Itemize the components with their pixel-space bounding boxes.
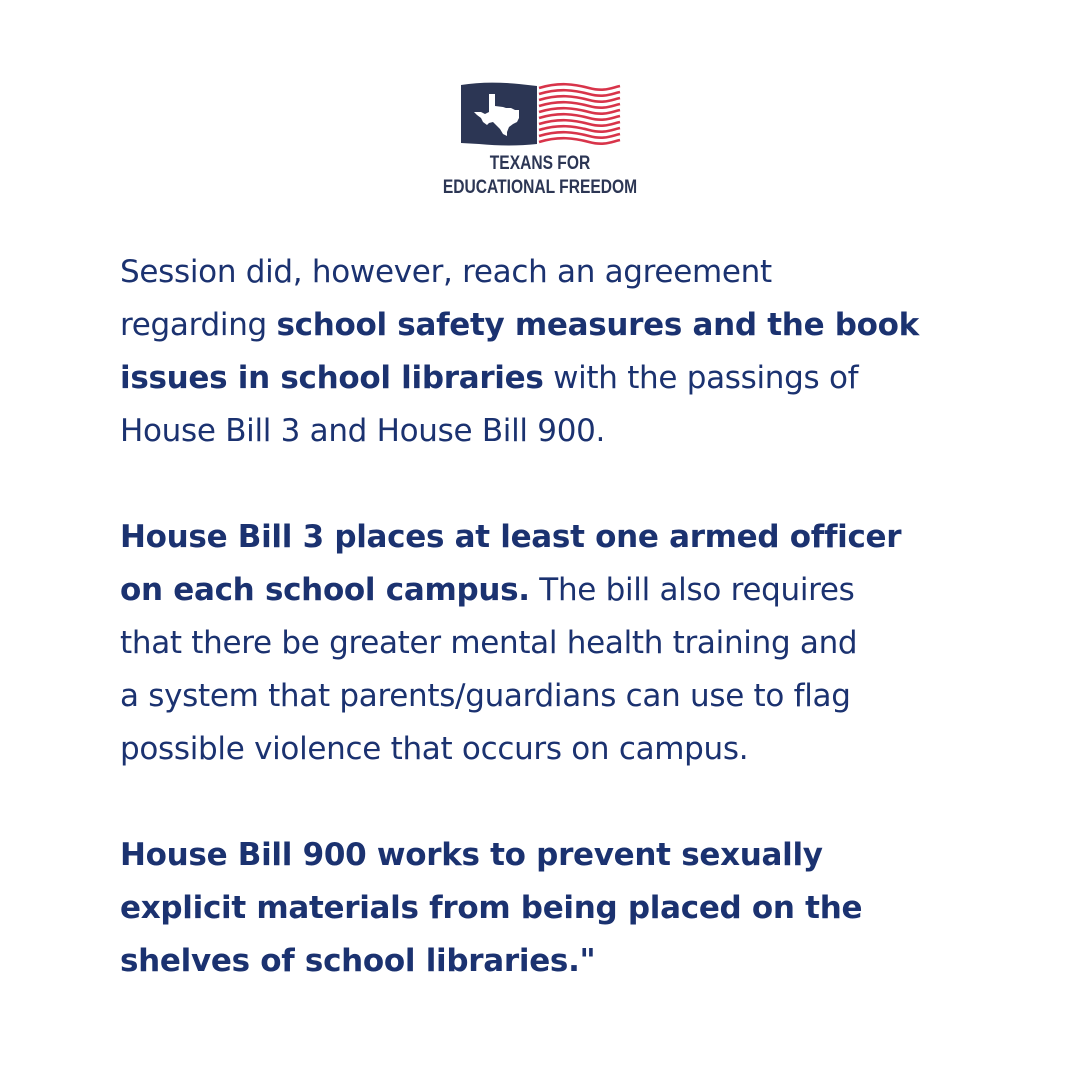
paragraph-session-agreement	[120, 246, 1050, 458]
text-span: The bill also requires	[529, 572, 855, 608]
text-line	[120, 882, 1050, 935]
organization-logo	[0, 82, 1080, 200]
texas-flag-icon	[459, 82, 621, 148]
text-line	[120, 352, 1050, 405]
text-line	[120, 299, 1050, 352]
logo-text-line-2: EDUCATIONAL FREEDOM	[442, 177, 638, 198]
bold-text: House Bill 3 places at least one armed officer	[120, 519, 902, 555]
text-line	[120, 617, 1050, 670]
paragraph-spacer	[120, 458, 1050, 511]
text-line	[120, 670, 1050, 723]
text-line	[120, 829, 1050, 882]
text-line	[120, 246, 1050, 299]
body-text	[120, 246, 1050, 988]
logo-text-line-1: TEXANS FOR	[489, 153, 591, 174]
text-span: possible violence that occurs on campus.	[120, 731, 749, 767]
text-span: a system that parents/guardians can use to flag	[120, 678, 851, 714]
text-span: regarding	[120, 307, 277, 343]
text-line	[120, 405, 1050, 458]
text-line	[120, 723, 1050, 776]
bold-text: on each school campus.	[120, 572, 530, 608]
text-line	[120, 564, 1050, 617]
paragraph-house-bill-900	[120, 829, 1050, 988]
bold-text: shelves of school libraries."	[120, 943, 596, 979]
paragraph-spacer	[120, 776, 1050, 829]
text-line	[120, 935, 1050, 988]
bold-text: House Bill 900 works to prevent sexually	[120, 837, 823, 873]
text-span: House Bill 3 and House Bill 900.	[120, 413, 606, 449]
text-span: Session did, however, reach an agreement	[120, 254, 772, 290]
bold-text: explicit materials from being placed on the	[120, 890, 863, 926]
bold-text: school safety measures and the book	[276, 307, 919, 343]
text-span: that there be greater mental health training and	[120, 625, 858, 661]
paragraph-house-bill-3	[120, 511, 1050, 776]
bold-text: issues in school libraries	[120, 360, 544, 396]
text-line	[120, 511, 1050, 564]
text-span: with the passings of	[543, 360, 859, 396]
